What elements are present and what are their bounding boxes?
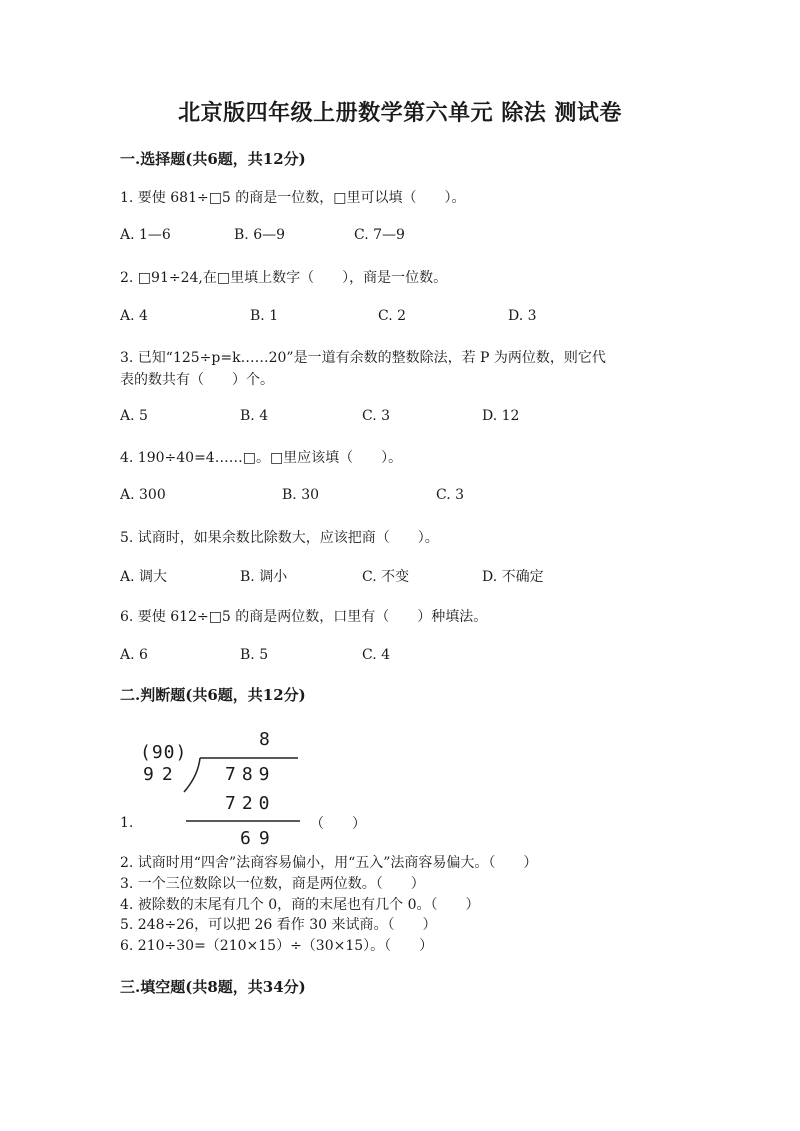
option-3c: C. 3 [362,408,391,424]
option-5c: C. 不变 [362,569,410,585]
option-6c: C. 4 [362,647,391,663]
division-dividend: 789 [225,764,276,785]
section-heading-judgment: 二.判断题(共6题，共12分) [120,686,306,704]
division-divisor: 92 [143,764,181,785]
option-4c: C. 3 [436,487,465,503]
question-2: 2. □91÷24,在□里填上数字（ ），商是一位数。 [120,270,448,286]
question-3-line2: 表的数共有（ ）个。 [120,372,274,388]
judgment-5: 5. 248÷26，可以把 26 看作 30 来试商。（ ） [120,917,437,933]
judgment-6: 6. 210÷30=（210×15）÷（30×15）。（ ） [120,938,434,954]
option-1b: B. 6—9 [234,227,286,243]
division-quotient: 8 [259,729,274,750]
option-2b: B. 1 [250,308,279,324]
judgment-1-paren: （ ） [310,816,366,832]
division-remainder: 69 [240,828,278,849]
question-1: 1. 要使 681÷□5 的商是一位数，□里可以填（ ）。 [120,190,466,206]
division-product: 720 [225,793,276,814]
option-3a: A. 5 [120,408,148,424]
judgment-4: 4. 被除数的末尾有几个 0，商的末尾也有几个 0。（ ） [120,897,480,913]
division-estimate: (90) [140,742,188,763]
division-bracket-lines [170,752,305,832]
option-5b: B. 调小 [240,569,288,585]
option-3d: D. 12 [482,408,520,424]
option-3b: B. 4 [240,408,269,424]
option-4a: A. 300 [120,487,166,503]
judgment-1-number: 1. [120,815,134,831]
option-6a: A. 6 [120,647,148,663]
question-3-line1: 3. 已知“125÷p=k……20”是一道有余数的整数除法，若 P 为两位数，则它代 [120,350,606,366]
option-4b: B. 30 [282,487,320,503]
option-5a: A. 调大 [120,569,168,585]
option-1a: A. 1—6 [120,227,171,243]
division-bracket-curve [184,758,200,792]
question-4: 4. 190÷40=4……□。□里应该填（ ）。 [120,450,403,466]
section-heading-fill: 三.填空题(共8题，共34分) [120,978,306,996]
section-heading-choice: 一.选择题(共6题，共12分) [120,150,306,168]
page-title: 北京版四年级上册数学第六单元 除法 测试卷 [178,100,622,126]
option-6b: B. 5 [240,647,269,663]
option-2c: C. 2 [378,308,407,324]
option-5d: D. 不确定 [482,569,544,585]
option-1c: C. 7—9 [354,227,405,243]
question-6: 6. 要使 612÷□5 的商是两位数，口里有（ ）种填法。 [120,609,488,625]
option-2a: A. 4 [120,308,148,324]
judgment-3: 3. 一个三位数除以一位数，商是两位数。（ ） [120,876,425,892]
judgment-2: 2. 试商时用“四舍”法商容易偏小，用“五入”法商容易偏大。（ ） [120,855,538,871]
question-5: 5. 试商时，如果余数比除数大，应该把商（ ）。 [120,530,439,546]
option-2d: D. 3 [508,308,537,324]
